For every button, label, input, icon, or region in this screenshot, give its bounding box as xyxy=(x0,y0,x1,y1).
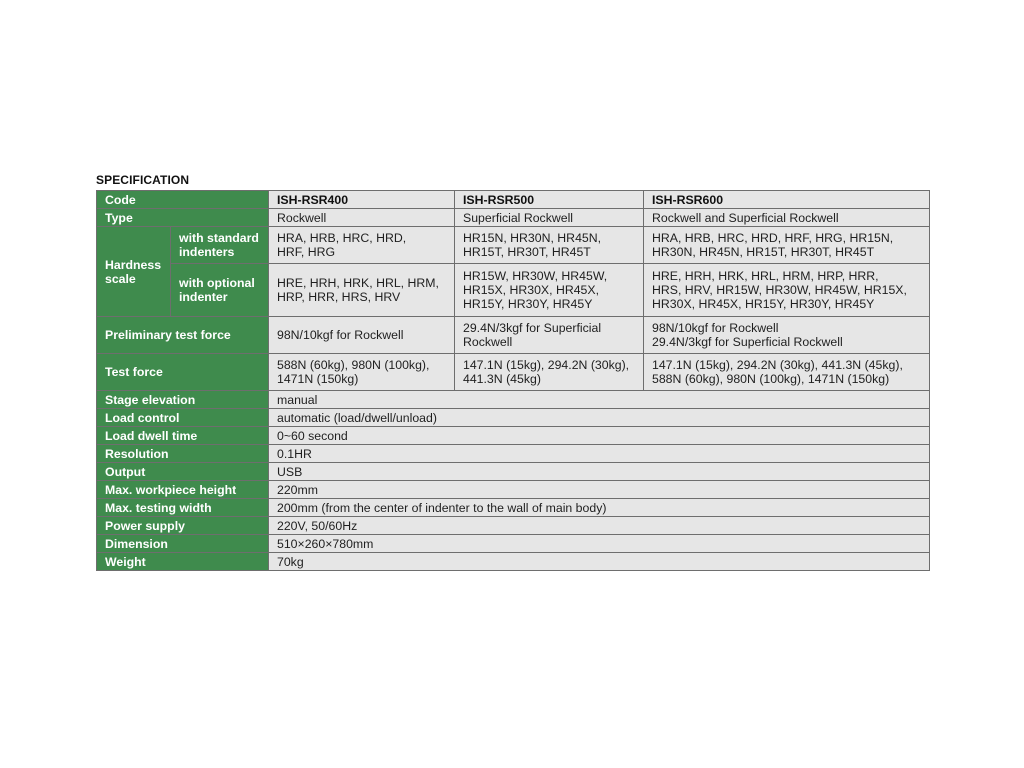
dimension-label: Dimension xyxy=(97,535,269,553)
optional-label-line1: with optional xyxy=(179,276,255,290)
text-line: HRP, HRR, HRS, HRV xyxy=(277,290,401,304)
text-line: 147.1N (15kg), 294.2N (30kg), 441.3N (45kg), xyxy=(652,358,903,372)
test-force-rsr500 xyxy=(455,354,644,391)
standard-scales-rsr400 xyxy=(269,227,455,264)
weight-label: Weight xyxy=(97,553,269,571)
table-row-hardness-optional xyxy=(97,264,930,317)
text-line: HRS, HRV, HR15W, HR30W, HR45W, HR15X, xyxy=(652,283,907,297)
table-row-preliminary-force xyxy=(97,317,930,354)
preliminary-force-label: Preliminary test force xyxy=(97,317,269,354)
text-line: 98N/10kgf for Rockwell xyxy=(652,321,779,335)
optional-scales-rsr600 xyxy=(644,264,930,317)
weight-value: 70kg xyxy=(269,553,930,571)
preliminary-force-rsr500 xyxy=(455,317,644,354)
text-line: HRE, HRH, HRK, HRL, HRM, HRP, HRR, xyxy=(652,269,879,283)
load-control-value: automatic (load/dwell/unload) xyxy=(269,409,930,427)
max-testing-width-label: Max. testing width xyxy=(97,499,269,517)
text-line: HRA, HRB, HRC, HRD, xyxy=(277,231,407,245)
load-dwell-time-value: 0~60 second xyxy=(269,427,930,445)
resolution-value: 0.1HR xyxy=(269,445,930,463)
stage-elevation-value: manual xyxy=(269,391,930,409)
table-row-load-dwell-time xyxy=(97,427,930,445)
spec-title: SPECIFICATION xyxy=(96,173,190,187)
text-line: HR15Y, HR30Y, HR45Y xyxy=(463,297,593,311)
type-value-rsr500: Superficial Rockwell xyxy=(455,209,644,227)
text-line: 588N (60kg), 980N (100kg), 1471N (150kg) xyxy=(652,372,890,386)
preliminary-force-rsr600 xyxy=(644,317,930,354)
power-supply-label: Power supply xyxy=(97,517,269,535)
model-rsr400: ISH-RSR400 xyxy=(269,191,455,209)
resolution-label: Resolution xyxy=(97,445,269,463)
optional-label-line2: indenter xyxy=(179,290,228,304)
text-line: HR15W, HR30W, HR45W, xyxy=(463,269,608,283)
hardness-label-line1: Hardness xyxy=(105,257,162,272)
load-dwell-time-label: Load dwell time xyxy=(97,427,269,445)
table-row-output xyxy=(97,463,930,481)
text-line: Rockwell xyxy=(463,335,513,349)
table-row-test-force xyxy=(97,354,930,391)
standard-scales-rsr500 xyxy=(455,227,644,264)
table-row-type xyxy=(97,209,930,227)
hardness-label-line2: scale xyxy=(105,271,136,286)
text-line: 147.1N (15kg), 294.2N (30kg), xyxy=(463,358,630,372)
test-force-label: Test force xyxy=(97,354,269,391)
table-row-resolution xyxy=(97,445,930,463)
standard-label-line1: with standard xyxy=(179,231,259,245)
dimension-value: 510×260×780mm xyxy=(269,535,930,553)
text-line: 29.4N/3kgf for Superficial xyxy=(463,321,602,335)
table-row-load-control xyxy=(97,409,930,427)
text-line: HR30N, HR45N, HR15T, HR30T, HR45T xyxy=(652,245,875,259)
table-row-code xyxy=(97,191,930,209)
text-line: 588N (60kg), 980N (100kg), xyxy=(277,358,430,372)
table-row-max-workpiece-height xyxy=(97,481,930,499)
max-workpiece-height-label: Max. workpiece height xyxy=(97,481,269,499)
specification-table xyxy=(96,190,930,571)
optional-indenter-label xyxy=(171,264,269,317)
standard-scales-rsr600 xyxy=(644,227,930,264)
power-supply-value: 220V, 50/60Hz xyxy=(269,517,930,535)
max-testing-width-value: 200mm (from the center of indenter to the wall of main body) xyxy=(269,499,930,517)
test-force-rsr600 xyxy=(644,354,930,391)
max-workpiece-height-value: 220mm xyxy=(269,481,930,499)
code-label: Code xyxy=(97,191,269,209)
text-line: HRF, HRG xyxy=(277,245,336,259)
table-row-power-supply xyxy=(97,517,930,535)
text-line: HR15N, HR30N, HR45N, xyxy=(463,231,602,245)
hardness-scale-label xyxy=(97,227,171,317)
output-label: Output xyxy=(97,463,269,481)
table-row-max-testing-width xyxy=(97,499,930,517)
optional-scales-rsr400 xyxy=(269,264,455,317)
table-row-stage-elevation xyxy=(97,391,930,409)
text-line: HRA, HRB, HRC, HRD, HRF, HRG, HR15N, xyxy=(652,231,894,245)
text-line: HRE, HRH, HRK, HRL, HRM, xyxy=(277,276,439,290)
table-row-weight xyxy=(97,553,930,571)
text-line: 29.4N/3kgf for Superficial Rockwell xyxy=(652,335,843,349)
model-rsr600: ISH-RSR600 xyxy=(644,191,930,209)
type-value-rsr400: Rockwell xyxy=(269,209,455,227)
output-value: USB xyxy=(269,463,930,481)
table-row-dimension xyxy=(97,535,930,553)
load-control-label: Load control xyxy=(97,409,269,427)
type-label: Type xyxy=(97,209,269,227)
stage-elevation-label: Stage elevation xyxy=(97,391,269,409)
text-line: 1471N (150kg) xyxy=(277,372,359,386)
text-line: 98N/10kgf for Rockwell xyxy=(277,328,404,342)
preliminary-force-rsr400 xyxy=(269,317,455,354)
standard-indenters-label xyxy=(171,227,269,264)
model-rsr500: ISH-RSR500 xyxy=(455,191,644,209)
type-value-rsr600: Rockwell and Superficial Rockwell xyxy=(644,209,930,227)
table-row-hardness-standard xyxy=(97,227,930,264)
text-line: HR30X, HR45X, HR15Y, HR30Y, HR45Y xyxy=(652,297,875,311)
text-line: HR15T, HR30T, HR45T xyxy=(463,245,591,259)
text-line: 441.3N (45kg) xyxy=(463,372,541,386)
text-line: HR15X, HR30X, HR45X, xyxy=(463,283,600,297)
test-force-rsr400 xyxy=(269,354,455,391)
optional-scales-rsr500 xyxy=(455,264,644,317)
standard-label-line2: indenters xyxy=(179,245,235,259)
